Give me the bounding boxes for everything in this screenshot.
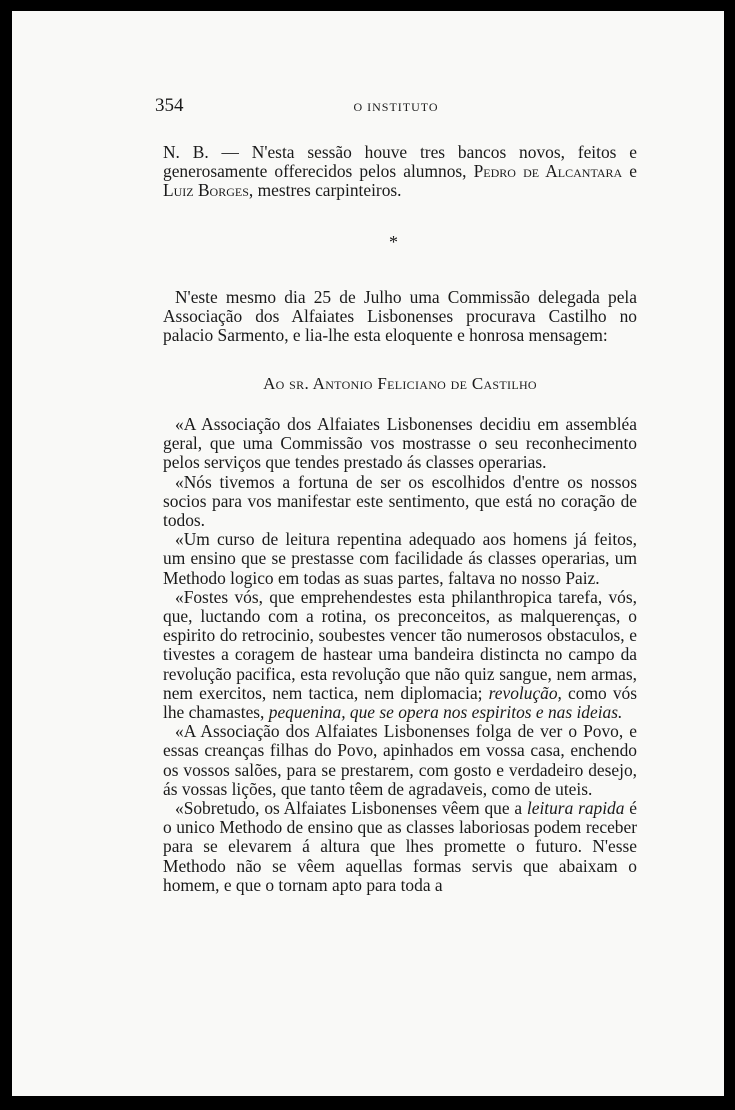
- message-paragraph-1: «A Associação dos Alfaiates Lisbonenses decidiu em assembléa geral, que uma Commissão vos mostrasse o seu reconhecimento pelos serviços que tendes prestado ás classes operarias.: [163, 414, 637, 473]
- p4-italic-revolucao: revolução,: [488, 682, 562, 703]
- p4-italic-quote: pequenina, que se opera nos espiritos e nas ideias.: [268, 702, 623, 723]
- note-name-pedro: Pedro de Alcantara: [473, 161, 623, 182]
- message-paragraph-4: [163, 588, 637, 722]
- running-head: O INSTITUTO: [353, 100, 439, 114]
- note-name-luiz: Luiz Borges: [163, 180, 249, 201]
- p6-text-c: é o unico Methodo de ensino que as classes laboriosas podem receber para se elevarem á altura que lhes promette o futuro. N'esse Methodo não se vêem aquellas formas servis que abaixam o homem, e que o tornam apto para toda a: [163, 798, 637, 895]
- message-paragraph-6: [163, 799, 637, 895]
- intro-paragraph: [163, 288, 637, 346]
- p6-italic-leitura: leitura rapida: [526, 798, 625, 819]
- section-ornament: *: [389, 232, 398, 252]
- nota-bene-paragraph: [163, 143, 637, 201]
- page-header: [155, 95, 637, 119]
- p4-text-a: «Fostes vós, que emprehendestes esta philanthropica tarefa, vós, que, luctando com a rotina, os preconceitos, as malquerenças, o espirito do retrocinio, soubestes vencer tão numerosos obstaculos, e tivestes a coragem de hastear uma bandeira distincta no campo da revolução pacifica, esta revolução que não quiz sangue, nem armas, nem exercitos, nem tactica, nem diplomacia;: [163, 586, 637, 703]
- message-body: [163, 415, 637, 895]
- note-and: e: [622, 161, 638, 182]
- dedication-heading: Ao sr. Antonio Feliciano de Castilho: [263, 374, 537, 393]
- intro-text: N'este mesmo dia 25 de Julho uma Commissão delegada pela Associação dos Alfaiates Lisbonenses procurava Castilho no palacio Sarmento, e lia-lhe esta eloquente e honrosa mensagem:: [163, 287, 637, 346]
- note-tail: , mestres carpinteiros.: [248, 180, 402, 201]
- note-lead: N. B. — N'esta sessão houve tres bancos novos, feitos e generosamente offerecidos pelos alumnos,: [163, 142, 637, 182]
- message-paragraph-3: «Um curso de leitura repentina adequado aos homens já feitos, um ensino que se prestasse com facilidade ás classes operarias, um Methodo logico em todas as suas partes, faltava no nosso Paiz.: [163, 529, 637, 588]
- p6-text-a: «Sobretudo, os Alfaiates Lisbonenses vêem que a: [175, 798, 527, 819]
- p4-text-c: como vós lhe chamastes,: [163, 682, 637, 723]
- message-paragraph-2: «Nós tivemos a fortuna de ser os escolhidos d'entre os nossos socios para vos manifestar este sentimento, que está no coração de todos.: [163, 471, 637, 531]
- message-paragraph-5: «A Associação dos Alfaiates Lisbonenses folga de ver o Povo, e essas creanças filhas do Povo, apinhados em vossa casa, enchendo os vossos salões, para se prestarem, com gosto e verdadeiro desejo, ás vossas lições, que tanto têem de agradaveis, como de uteis.: [163, 721, 637, 799]
- page-number: 354: [155, 95, 184, 116]
